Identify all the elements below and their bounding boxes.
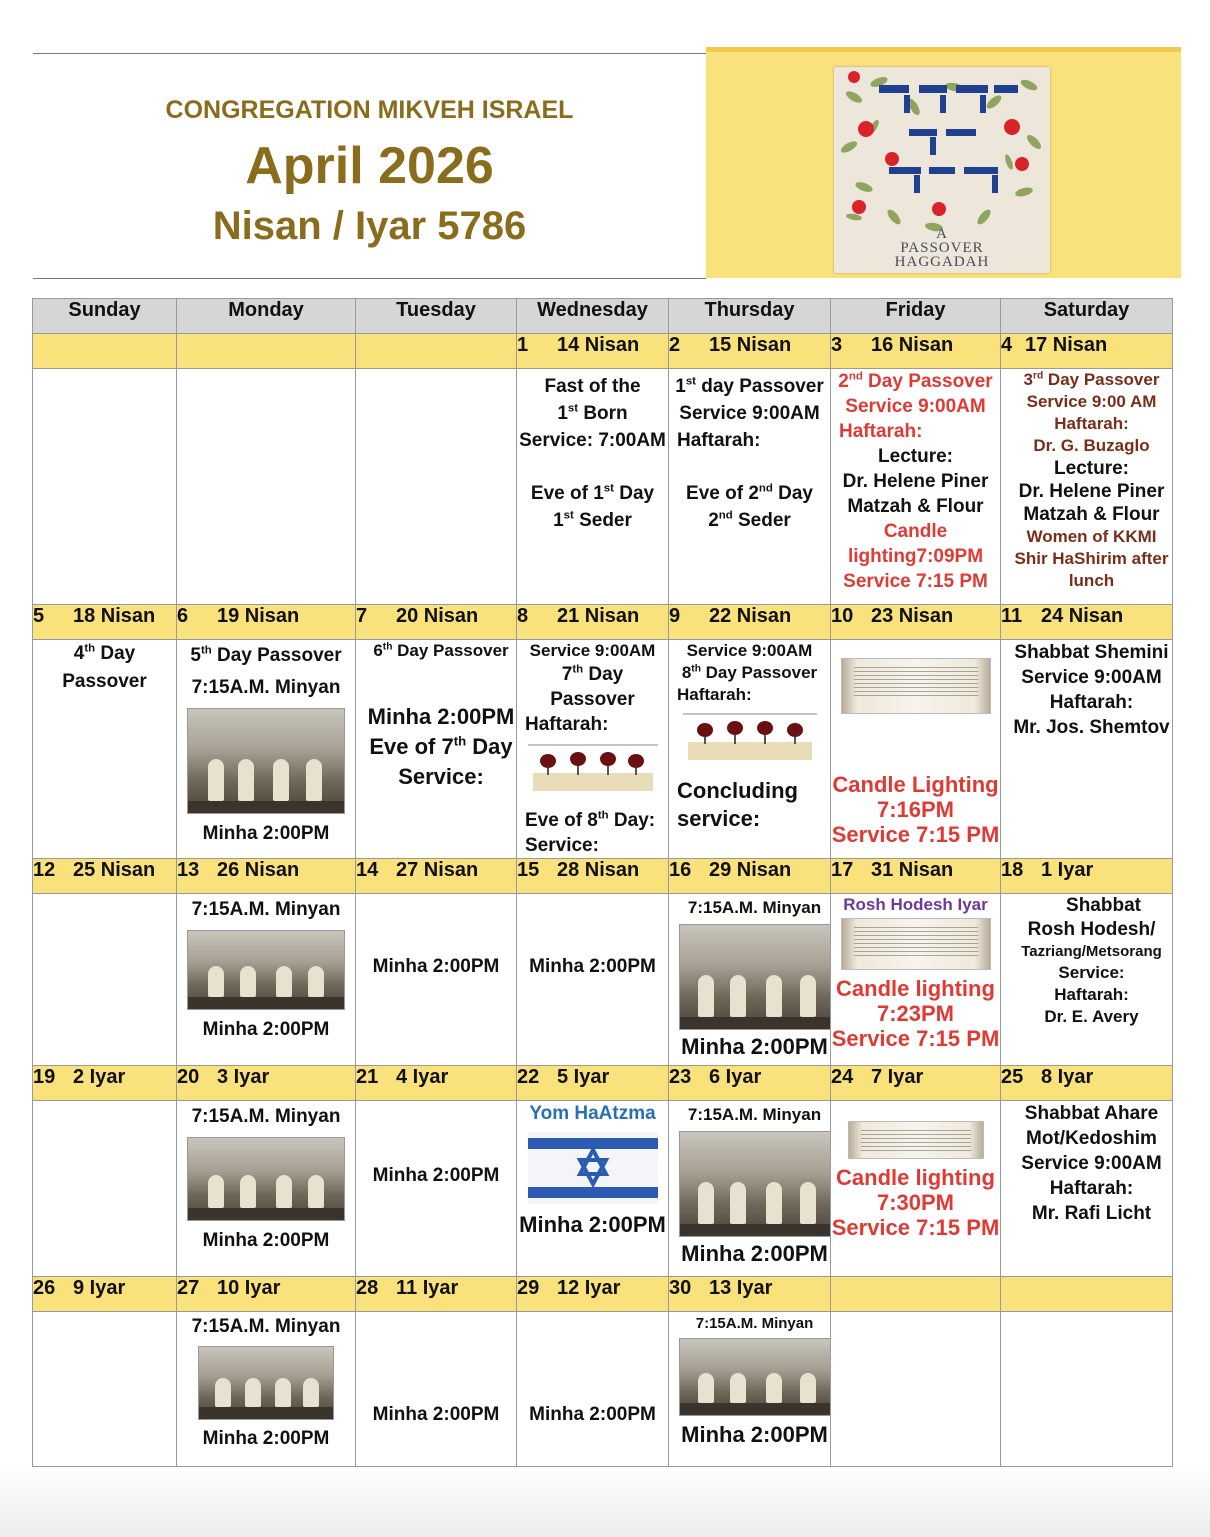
haggadah-panel [706,47,1181,278]
event-text: 7:15A.M. Minyan [191,1106,341,1127]
haggadah-caption-line1: A [936,226,948,242]
cell-apr-16 [669,894,831,1066]
month-title: April 2026 [245,137,494,195]
day-number: 22 [517,1066,540,1088]
event-text: Haftarah: [677,430,761,451]
date-apr-15 [517,859,669,894]
day-number: 3 [831,334,843,356]
event-text: Minha 2:00PM [529,1404,656,1425]
event-text: lunch [1068,571,1115,590]
date-apr-27 [177,1277,356,1312]
event-text: 3rd Day Passover [1023,370,1160,389]
event-text: 1st day Passover [675,375,824,397]
date-apr-6 [177,605,356,640]
cell-apr-13 [177,894,356,1066]
event-text: 1st Seder [553,509,632,531]
event-text: Haftarah: [839,421,923,442]
minyan-photo [198,1346,334,1420]
cell-apr-10 [831,640,1001,859]
date-apr-16 [669,859,831,894]
date-apr-14 [356,859,517,894]
event-text: Minha 2:00PM [372,1404,500,1425]
cell-apr-3 [831,369,1001,605]
date-apr-21 [356,1066,517,1101]
hebrew-date: 3 Iyar [217,1066,270,1088]
event-text: 7:15A.M. Minyan [695,1315,814,1332]
hebrew-date: 10 Iyar [217,1277,281,1299]
week5-date-row [33,1277,1173,1312]
date-apr-17 [831,859,1001,894]
event-text: Mr. Jos. Shemtov [1013,717,1170,738]
cell-apr-11 [1001,640,1173,859]
event-text: Shabbat Shemini [1014,642,1169,663]
cell-empty [356,369,517,605]
week1-content-row [33,369,1173,605]
weekday-wednesday: Wednesday [517,299,669,334]
event-text: 7:15A.M. Minyan [191,1316,341,1337]
event-text: Shir HaShirim after [1014,549,1169,568]
seder-table-image [528,743,658,795]
event-text: 7:15A.M. Minyan [191,899,341,920]
date-apr-24 [831,1066,1001,1101]
cell-apr-27 [177,1312,356,1467]
event-text: Haftarah: [1049,1178,1134,1199]
event-text: Candle Lighting [832,772,999,797]
calendar-header [33,54,706,278]
date-empty [177,334,356,369]
date-apr-25 [1001,1066,1173,1101]
day-number: 4 [1001,334,1013,356]
event-text: 7:30PM [876,1190,955,1215]
seder-table-image [683,712,817,764]
event-text: Fast of the [544,376,641,397]
hebrew-date: 16 Nisan [871,334,954,356]
event-text: 7:15A.M. Minyan [687,898,822,917]
week1-date-row [33,334,1173,369]
event-text: Matzah & Flour [847,496,984,517]
day-number: 2 [669,334,681,356]
event-text: 2nd Day Passover [838,370,993,392]
date-apr-11 [1001,605,1173,640]
hebrew-date: 5 Iyar [557,1066,610,1088]
date-apr-23 [669,1066,831,1101]
day-number: 25 [1001,1066,1024,1088]
haggadah-caption-line2: PASSOVER [900,240,984,256]
date-empty [831,1277,1001,1312]
weekday-tuesday: Tuesday [356,299,517,334]
event-text: Haftarah: [525,714,609,735]
event-text: Service: 7:00AM [519,430,666,451]
event-text: Eve of 8th Day: [525,809,656,831]
event-text: 7:15A.M. Minyan [191,677,341,698]
event-text: Service: [1058,963,1125,982]
cell-empty [177,369,356,605]
day-number: 21 [356,1066,379,1088]
weekday-header-row [33,299,1173,334]
event-text: Minha 2:00PM [367,704,515,729]
day-number: 6 [177,605,189,627]
cell-apr-26 [33,1312,177,1467]
hebrew-date: 28 Nisan [557,859,640,881]
event-text: Concluding [677,778,798,803]
event-text: Dr. Helene Piner [842,471,989,492]
day-number: 1 [517,334,529,356]
event-text: Service 9:00AM [686,641,813,660]
event-text: Candle lighting [836,1165,995,1190]
weekday-sunday: Sunday [33,299,177,334]
event-text: 2nd Seder [708,509,791,531]
weekday-monday: Monday [177,299,356,334]
event-text: Eve of 1st Day [530,482,655,504]
minyan-photo [187,1137,345,1221]
hebrew-date: 25 Nisan [73,859,156,881]
day-number: 17 [831,859,854,881]
event-text: 7:23PM [876,1001,955,1026]
hebrew-month-title: Nisan / Iyar 5786 [212,204,527,248]
event-text: Minha 2:00PM [372,956,500,977]
event-text: Service 9:00AM [1021,667,1162,688]
date-apr-10 [831,605,1001,640]
event-text: Passover [62,671,147,692]
cell-apr-8 [517,640,669,859]
date-apr-29 [517,1277,669,1312]
date-empty [33,334,177,369]
event-text: 4th Day [73,642,136,664]
event-text: Minha 2:00PM [202,1019,330,1040]
hebrew-date: 2 Iyar [73,1066,126,1088]
week5-content-row [33,1312,1173,1467]
day-number: 13 [177,859,200,881]
date-apr-13 [177,859,356,894]
torah-scroll-image [841,918,991,970]
event-text: Service 9:00AM [529,641,656,660]
event-text: Mr. Rafi Licht [1031,1203,1152,1224]
haggadah-caption [834,227,1050,269]
cell-apr-19 [33,1101,177,1277]
event-text: Minha 2:00PM [681,1034,828,1059]
date-apr-7 [356,605,517,640]
cell-apr-2 [669,369,831,605]
event-text: service: [677,806,761,831]
hebrew-date: 21 Nisan [557,605,640,627]
event-text: Service 9:00 AM [1026,392,1157,411]
cell-apr-4 [1001,369,1173,605]
hebrew-date: 29 Nisan [709,859,792,881]
event-text: 7th Day [561,663,624,685]
event-text: Minha 2:00PM [372,1165,500,1186]
star-of-david-icon [528,1132,658,1204]
event-text: Shabbat Ahare [1024,1103,1159,1124]
event-text: Lecture: [1054,458,1129,479]
event-text: 7:15A.M. Minyan [687,1105,822,1124]
event-text: lighting7:09PM [847,546,984,567]
date-apr-22 [517,1066,669,1101]
cell-empty [831,1312,1001,1467]
cell-apr-7 [356,640,517,859]
event-text: Service 7:15 PM [831,1026,1000,1051]
event-text: 5th Day Passover [190,644,342,666]
event-text: Service 7:15 PM [831,822,1000,847]
day-number: 11 [1001,605,1023,627]
day-number: 18 [1001,859,1024,881]
cell-apr-5 [33,640,177,859]
cell-apr-24 [831,1101,1001,1277]
hebrew-date: 4 Iyar [396,1066,449,1088]
cell-apr-9 [669,640,831,859]
day-number: 16 [669,859,692,881]
event-text: Haftarah: [1049,692,1134,713]
hebrew-date: 14 Nisan [557,334,640,356]
weekday-friday: Friday [831,299,1001,334]
hebrew-date: 24 Nisan [1041,605,1124,627]
haggadah-caption-line3: HAGGADAH [894,254,990,270]
date-apr-4 [1001,334,1173,369]
cell-apr-15 [517,894,669,1066]
event-text: Matzah & Flour [1023,504,1160,525]
event-text: Minha 2:00PM [681,1241,828,1266]
hebrew-date: 31 Nisan [871,859,954,881]
cell-apr-18 [1001,894,1173,1066]
event-text: Dr. G. Buzaglo [1033,436,1150,455]
hebrew-date: 11 Iyar [396,1277,459,1299]
hebrew-date: 17 Nisan [1025,334,1108,356]
event-text: 8th Day Passover [681,663,818,682]
day-number: 14 [356,859,379,881]
event-text: Passover [550,689,635,710]
calendar-grid [32,298,1173,1467]
congregation-name: CONGREGATION MIKVEH ISRAEL [165,96,574,124]
cell-apr-22 [517,1101,669,1277]
week2-content-row [33,640,1173,859]
day-number: 23 [669,1066,692,1088]
event-text: Shabbat [1066,895,1141,916]
day-number: 19 [33,1066,56,1088]
date-apr-19 [33,1066,177,1101]
hebrew-date: 7 Iyar [871,1066,924,1088]
event-text: Service 7:15 PM [843,571,988,592]
minyan-photo [679,924,831,1030]
event-text: Lecture: [878,446,953,467]
cell-apr-23 [669,1101,831,1277]
day-number: 28 [356,1277,379,1299]
event-text: Eve of 7th Day [369,733,513,759]
cell-apr-25 [1001,1101,1173,1277]
date-apr-20 [177,1066,356,1101]
week3-content-row [33,894,1173,1066]
hebrew-date: 18 Nisan [73,605,156,627]
minyan-photo [187,708,345,814]
date-apr-26 [33,1277,177,1312]
day-number: 20 [177,1066,200,1088]
date-apr-28 [356,1277,517,1312]
hebrew-date: 27 Nisan [396,859,479,881]
event-text: Service 7:15 PM [831,1215,1000,1240]
event-text: Haftarah: [1054,985,1129,1004]
event-text: Service 9:00AM [679,403,820,424]
minyan-photo [679,1338,831,1416]
cell-apr-21 [356,1101,517,1277]
date-apr-8 [517,605,669,640]
event-text: Minha 2:00PM [529,956,656,977]
day-number: 7 [356,605,368,627]
event-text: Tazriang/Metsorang [1021,943,1162,960]
event-text: Women of KKMI [1026,527,1157,546]
cell-apr-1 [517,369,669,605]
date-empty [1001,1277,1173,1312]
event-text: Service: [525,835,599,856]
cell-apr-12 [33,894,177,1066]
day-number: 8 [517,605,529,627]
cell-empty [33,369,177,605]
torah-scroll-image [848,1121,984,1159]
cell-apr-30 [669,1312,831,1467]
hebrew-date: 15 Nisan [709,334,792,356]
weekday-saturday: Saturday [1001,299,1173,334]
week3-date-row [33,859,1173,894]
event-text: Haftarah: [677,685,752,704]
date-apr-12 [33,859,177,894]
event-text: Rosh Hodesh/ [1027,919,1156,940]
hebrew-date: 13 Iyar [709,1277,773,1299]
date-apr-30 [669,1277,831,1312]
week4-date-row [33,1066,1173,1101]
israel-flag-image [528,1132,658,1204]
event-text: Mot/Kedoshim [1026,1128,1157,1149]
hebrew-date: 12 Iyar [557,1277,621,1299]
event-text: Yom HaAtzma [529,1103,656,1124]
event-text: Service: [398,764,484,789]
date-empty [356,334,517,369]
event-text: Minha 2:00PM [681,1422,828,1447]
event-text: Dr. Helene Piner [1018,481,1165,502]
hebrew-date: 9 Iyar [73,1277,126,1299]
hebrew-date: 26 Nisan [217,859,300,881]
date-apr-5 [33,605,177,640]
event-text: Minha 2:00PM [519,1212,666,1237]
hebrew-date: 19 Nisan [217,605,300,627]
day-number: 10 [831,605,854,627]
day-number: 15 [517,859,540,881]
week4-content-row [33,1101,1173,1277]
hebrew-date: 22 Nisan [709,605,792,627]
hebrew-date: 23 Nisan [871,605,954,627]
event-text: Service 9:00AM [1021,1153,1162,1174]
event-text: Minha 2:00PM [202,1428,330,1449]
minyan-photo [679,1131,831,1237]
event-text: Minha 2:00PM [202,823,330,844]
hebrew-date: 8 Iyar [1041,1066,1094,1088]
event-text: Service 9:00AM [845,396,986,417]
cell-apr-17 [831,894,1001,1066]
hebrew-date: 20 Nisan [396,605,479,627]
event-text: 6th Day Passover [373,641,509,660]
weekday-thursday: Thursday [669,299,831,334]
cell-apr-28 [356,1312,517,1467]
date-apr-3 [831,334,1001,369]
day-number: 26 [33,1277,56,1299]
event-text: 7:16PM [876,797,955,822]
cell-empty [1001,1312,1173,1467]
event-text: Candle lighting [836,976,995,1001]
event-text: Eve of 2nd Day [686,482,813,504]
day-number: 27 [177,1277,200,1299]
event-text: Haftarah: [1054,414,1129,433]
date-apr-9 [669,605,831,640]
day-number: 24 [831,1066,854,1088]
day-number: 12 [33,859,56,881]
cell-apr-29 [517,1312,669,1467]
week2-date-row [33,605,1173,640]
day-number: 29 [517,1277,540,1299]
day-number: 30 [669,1277,692,1299]
date-apr-2 [669,334,831,369]
date-apr-18 [1001,859,1173,894]
event-text: Minha 2:00PM [202,1230,330,1251]
day-number: 5 [33,605,45,627]
event-text: Dr. E. Avery [1044,1007,1139,1026]
date-apr-1 [517,334,669,369]
event-text: Candle [883,521,948,542]
header-bottom-rule [33,278,706,279]
page-bottom-shade [0,1467,1210,1537]
torah-scroll-image [841,658,991,714]
cell-apr-14 [356,894,517,1066]
minyan-photo [187,930,345,1010]
event-text: 1st Born [557,402,628,424]
event-text: Rosh Hodesh Iyar [843,895,988,914]
hebrew-date: 6 Iyar [709,1066,762,1088]
haggadah-cover-image [834,67,1050,273]
cell-apr-20 [177,1101,356,1277]
hebrew-date: 1 Iyar [1041,859,1094,881]
cell-apr-6 [177,640,356,859]
day-number: 9 [669,605,681,627]
